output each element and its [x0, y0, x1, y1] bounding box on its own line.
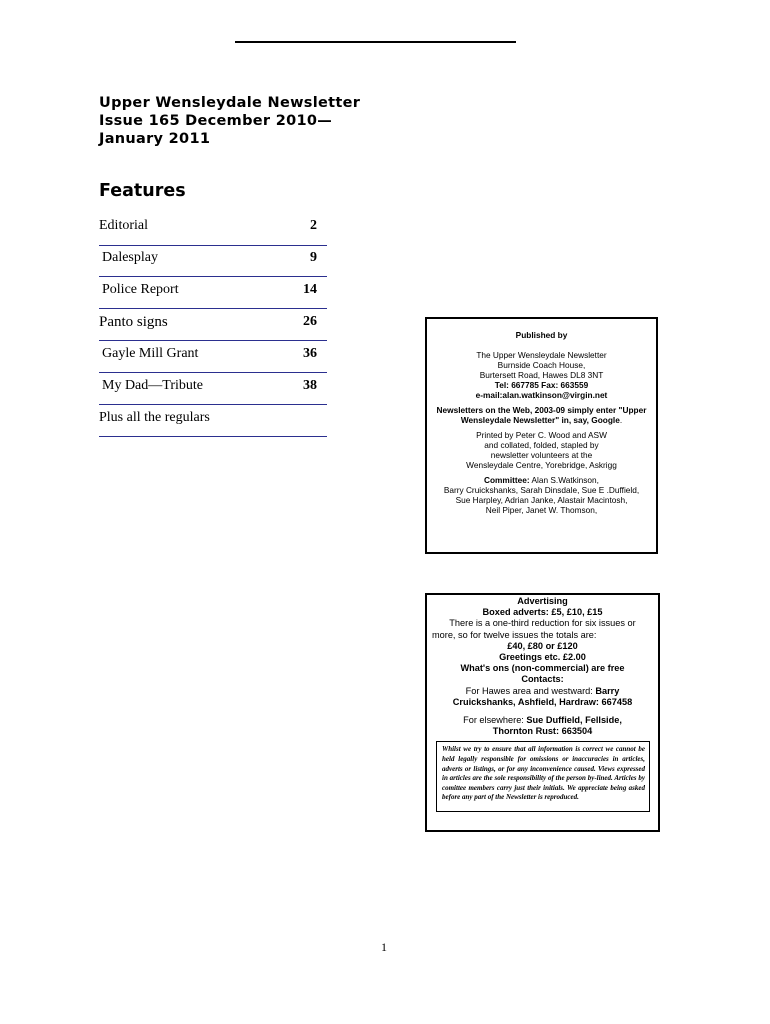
publisher-address-2: Burtersett Road, Hawes DL8 3NT [479, 370, 604, 380]
hawes-contact-detail: Cruickshanks, Ashfield, Hardraw: 667458 [452, 696, 633, 707]
reduction-line-2: more, so for twelve issues the totals are: [432, 629, 597, 640]
advertising-heading: Advertising [517, 596, 568, 606]
printed-by-1: Printed by Peter C. Wood and ASW [476, 430, 607, 440]
greetings-line: Greetings etc. £2.00 [499, 652, 586, 663]
title-line-3: January 2011 [99, 131, 211, 147]
toc-page: 38 [303, 378, 317, 393]
toc-row-panto-signs [99, 310, 327, 341]
publisher-email: e-mail:alan.watkinson@virgin.net [475, 390, 608, 400]
publisher-name: The Upper Wensleydale Newsletter [476, 350, 607, 360]
advertising-box [425, 593, 660, 832]
committee-line-2: Barry Cruickshanks, Sarah Dinsdale, Sue E .Duffield, [443, 485, 640, 495]
elsewhere-contact-line [427, 715, 658, 726]
web-note-1: Newsletters on the Web, 2003-09 simply enter "Upper [436, 405, 647, 415]
boxed-adverts-prices: Boxed adverts: £5, £10, £15 [482, 607, 603, 618]
features-heading: Features [99, 181, 186, 201]
page-number: 1 [381, 940, 387, 954]
printed-by-4: Wensleydale Centre, Yorebridge, Askrigg [466, 460, 617, 470]
published-by-box [425, 317, 658, 554]
elsewhere-contact-name: Sue Duffield, Fellside, [526, 715, 622, 726]
disclaimer-text: Whilst we try to ensure that all information is correct we cannot be held legally responsible for omissions or inaccuracies in articles, adverts or listings, or for any inconvenience caused. Views expressed in articles are the sole responsibility of the person by-lined. Articles by comittee members carry just their initials. We appreciate being asked before any part of the Newsletter is reproduced. [436, 741, 650, 812]
toc-page: 26 [303, 314, 317, 329]
toc-row-police-report [99, 278, 327, 309]
committee-line-3: Sue Harpley, Adrian Janke, Alastair Macintosh, [455, 495, 628, 505]
toc-page: 2 [310, 218, 317, 233]
toc-row-gayle-mill-grant [99, 342, 327, 373]
published-heading: Published by [515, 330, 568, 340]
features-list [99, 214, 327, 438]
toc-label: Police Report [102, 282, 179, 297]
toc-page: 14 [303, 282, 317, 297]
web-note-2-end: . [619, 415, 623, 425]
elsewhere-contact-prefix: For elsewhere: [463, 715, 527, 726]
committee-line-1 [427, 475, 656, 485]
toc-row-dalesplay [99, 245, 327, 277]
toc-row-my-dad-tribute [99, 374, 327, 405]
toc-label: Plus all the regulars [99, 410, 210, 425]
toc-row-regulars [99, 406, 327, 437]
toc-label: My Dad—Tribute [102, 378, 203, 393]
elsewhere-contact-detail: Thornton Rust: 663504 [492, 726, 593, 737]
committee-first: Alan S.Watkinson, [529, 475, 599, 485]
reduction-line-1: There is a one-third reduction for six issues or [449, 618, 636, 629]
printed-by-3: newsletter volunteers at the [490, 450, 593, 460]
hawes-contact-prefix: For Hawes area and westward: [465, 685, 596, 696]
whats-ons-line: What's ons (non-commercial) are free [460, 663, 625, 674]
publisher-address-1: Burnside Coach House, [497, 360, 586, 370]
toc-label: Panto signs [99, 314, 168, 330]
hawes-contact-line [427, 686, 658, 697]
toc-label: Editorial [99, 218, 148, 233]
title-line-1: Upper Wensleydale Newsletter [99, 95, 361, 111]
committee-line-4: Neil Piper, Janet W. Thomson, [485, 505, 598, 515]
publisher-phone: Tel: 667785 Fax: 663559 [494, 380, 589, 390]
contacts-heading: Contacts: [521, 674, 564, 685]
web-note-2: Wensleydale Newsletter" in, say, Google [460, 415, 620, 425]
toc-page: 36 [303, 346, 317, 361]
printed-by-2: and collated, folded, stapled by [484, 440, 599, 450]
hawes-contact-name: Barry [595, 685, 620, 696]
toc-page: 9 [310, 250, 317, 265]
toc-label: Gayle Mill Grant [102, 346, 199, 361]
toc-row-editorial [99, 214, 327, 244]
committee-label: Committee: [484, 475, 530, 485]
title-line-2: Issue 165 December 2010— [99, 113, 333, 129]
top-rule [235, 41, 516, 43]
totals-line: £40, £80 or £120 [507, 640, 578, 651]
newsletter-title [99, 94, 360, 148]
web-note-2-line [427, 415, 656, 425]
toc-label: Dalesplay [102, 250, 158, 265]
